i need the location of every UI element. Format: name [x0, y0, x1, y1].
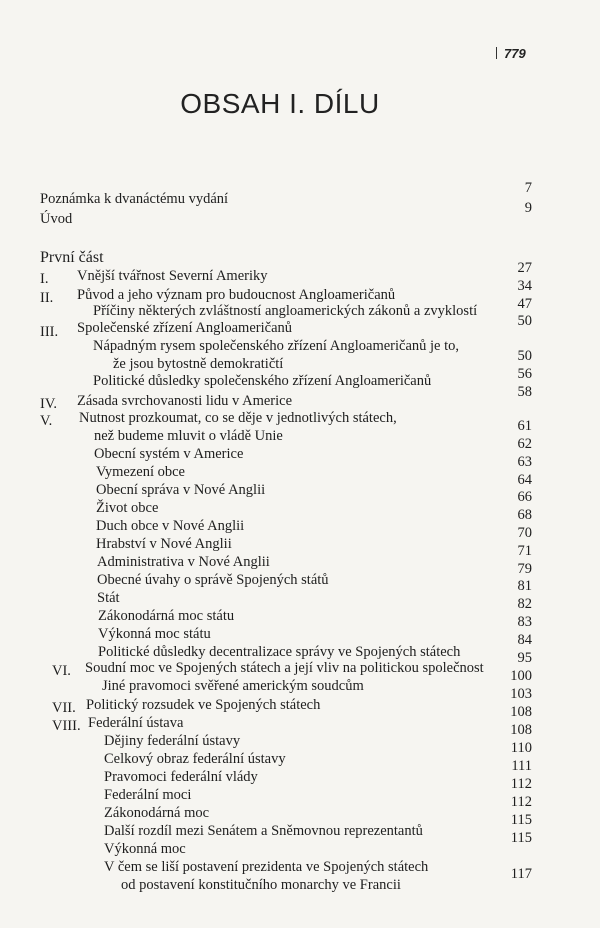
toc-entry-text: Politické důsledky společenského zřízení Angloameričanů: [93, 373, 432, 389]
toc-entry-page: 84: [517, 632, 532, 648]
toc-entry-page: 82: [517, 596, 532, 612]
toc-entry-text: Vymezení obce: [96, 464, 185, 480]
toc-entry-page: 95: [517, 650, 532, 666]
toc-entry-page: 34: [517, 278, 532, 294]
toc-entry-text: Stát: [97, 590, 120, 606]
toc-entry-text: Život obce: [96, 500, 159, 516]
toc-entry-text: Politické důsledky decentralizace správy ve Spojených státech: [98, 644, 461, 660]
toc-entry-page: 50: [517, 313, 532, 329]
toc-roman: V.: [40, 413, 53, 429]
toc-roman: II.: [40, 290, 54, 306]
toc-entry-page: 110: [510, 740, 532, 756]
toc-entry-page: 79: [517, 561, 532, 577]
toc-roman: III.: [40, 324, 59, 340]
toc-entry-text: Obecní správa v Nové Anglii: [96, 482, 266, 498]
toc-entry-text: Pravomoci federální vlády: [104, 769, 258, 785]
toc-entry-text: V čem se liší postavení prezidenta ve Spojených státech: [104, 859, 429, 875]
toc-roman: VI.: [52, 663, 71, 679]
toc-entry-page: 27: [517, 260, 532, 276]
toc-entry-text: Další rozdíl mezi Senátem a Sněmovnou reprezentantů: [104, 823, 423, 839]
toc-entry-page: 108: [510, 722, 532, 738]
toc-entry-text: Federální moci: [104, 787, 192, 803]
toc-entry-text: Celkový obraz federální ústavy: [104, 751, 286, 767]
toc-entry-text: Obecní systém v Americe: [94, 446, 244, 462]
toc-entry-text: Nutnost prozkoumat, co se děje v jednotlivých státech,: [79, 410, 397, 426]
toc-entry-text: Vnější tvářnost Severní Ameriky: [77, 268, 268, 284]
toc-roman: I.: [40, 271, 49, 287]
toc-entry-text: Jiné pravomoci svěřené americkým soudcům: [102, 678, 364, 694]
toc-entry-text: Úvod: [40, 211, 73, 227]
toc-entry-text: Zákonodárná moc: [104, 805, 210, 821]
toc-entry-page: 68: [517, 507, 532, 523]
toc-entry-page: 66: [517, 489, 532, 505]
toc-entry-page: 56: [517, 366, 532, 382]
toc-entry-page: 112: [510, 794, 532, 810]
toc-entry-text: Hrabství v Nové Anglii: [96, 536, 232, 552]
toc-entry-text: od postavení konstitučního monarchy ve Francii: [121, 877, 401, 893]
toc-entry-page: 117: [510, 866, 532, 882]
toc-roman: VIII.: [52, 718, 81, 734]
toc-entry-text: Poznámka k dvanáctému vydání: [40, 191, 229, 207]
toc-entry-page: 111: [511, 758, 532, 774]
part-heading: První část: [40, 249, 104, 266]
toc-entry-page: 7: [524, 180, 532, 196]
toc-entry-page: 63: [517, 454, 532, 470]
toc-entry-text: Soudní moc ve Spojených státech a její vliv na politickou společnost: [85, 660, 484, 676]
toc-entry-text: Výkonná moc státu: [98, 626, 211, 642]
toc-entry-text: Původ a jeho význam pro budoucnost Angloameričanů: [77, 287, 396, 303]
toc-entry-text: Příčiny některých zvláštností angloamerických zákonů a zvyklostí: [93, 303, 478, 319]
toc-entry-text: Obecné úvahy o správě Spojených států: [97, 572, 329, 588]
toc-entry-page: 115: [510, 812, 532, 828]
toc-entry-page: 108: [510, 704, 532, 720]
toc-entry-text: Administrativa v Nové Anglii: [97, 554, 270, 570]
toc-entry-page: 9: [524, 200, 532, 216]
toc-entry-text: Zákonodárná moc státu: [98, 608, 235, 624]
toc-entry-text: Společenské zřízení Angloameričanů: [77, 320, 293, 336]
toc-entry-text: Dějiny federální ústavy: [104, 733, 241, 749]
toc-entry-page: 70: [517, 525, 532, 541]
toc-entry-page: 71: [517, 543, 532, 559]
toc-entry-text: Zásada svrchovanosti lidu v Americe: [77, 393, 293, 409]
toc-entry-page: 58: [517, 384, 532, 400]
toc-entry-page: 112: [510, 776, 532, 792]
toc-entry-page: 64: [517, 472, 532, 488]
toc-entry-page: 47: [517, 296, 532, 312]
toc-roman: IV.: [40, 396, 58, 412]
toc-roman: VII.: [52, 700, 76, 716]
toc-entry-text: že jsou bytostně demokratičtí: [113, 356, 284, 372]
toc-entry-text: Výkonná moc: [104, 841, 186, 857]
page-number-text: 779: [504, 46, 526, 61]
toc-entry-page: 50: [517, 348, 532, 364]
toc-entry-text: Duch obce v Nové Anglii: [96, 518, 245, 534]
toc-entry-page: 100: [510, 668, 532, 684]
toc-entry-page: 115: [510, 830, 532, 846]
toc-entry-page: 61: [517, 418, 532, 434]
page-title: OBSAH I. DÍLU: [180, 88, 380, 119]
toc-entry-text: Federální ústava: [88, 715, 184, 731]
toc-entry-text: Politický rozsudek ve Spojených státech: [86, 697, 321, 713]
toc-entry-page: 62: [517, 436, 532, 452]
toc-entry-page: 103: [510, 686, 532, 702]
toc-entry-text: než budeme mluvit o vládě Unie: [94, 428, 283, 444]
toc-entry-page: 83: [517, 614, 532, 630]
toc-entry-page: 81: [517, 578, 532, 594]
toc-entry-text: Nápadným rysem společenského zřízení Angloameričanů je to,: [93, 338, 460, 354]
